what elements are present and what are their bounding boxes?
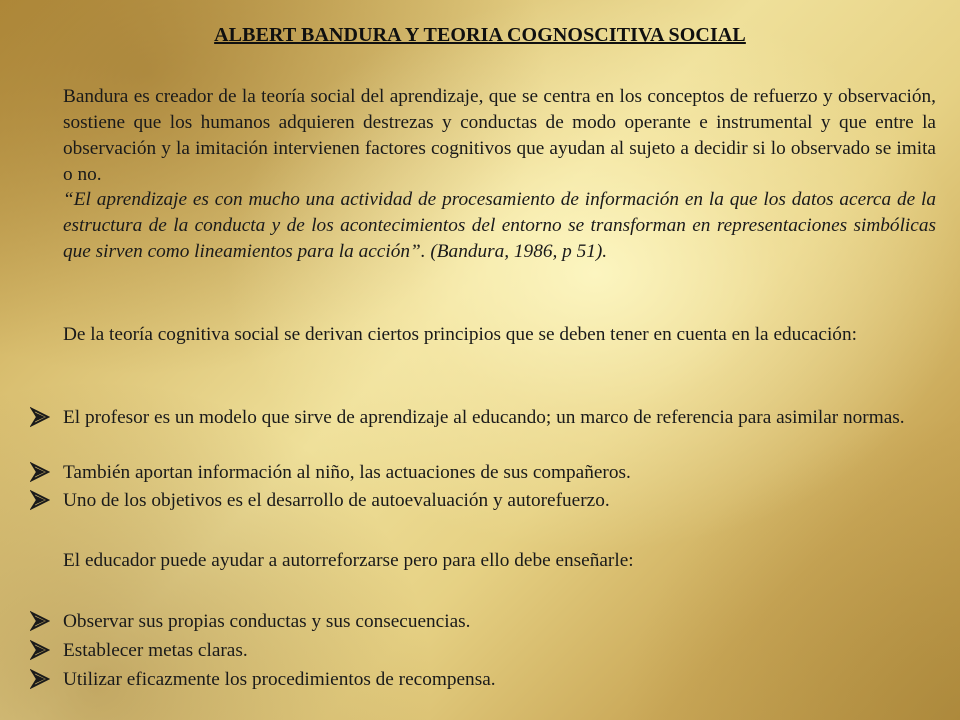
intro-paragraph: [63, 84, 936, 188]
educator-intro-paragraph: [63, 548, 936, 574]
slide-title: ALBERT BANDURA Y TEORIA COGNOSCITIVA SOCIAL: [214, 24, 746, 46]
arrow-bullet-icon: [30, 489, 50, 511]
intro-text: Bandura es creador de la teoría social del aprendizaje, que se centra en los conceptos de refuerzo y observación, sostiene que los humanos adquieren destrezas y conductas de modo operante e instrumental y que entre la observación y la imitación intervienen factores cognitivos que ayudan al sujeto a decidir si lo observado se imita o no.: [63, 86, 936, 185]
step-text: Utilizar eficazmente los procedimientos de recompensa.: [63, 669, 496, 690]
principles-intro-text: De la teoría cognitiva social se derivan ciertos principios que se deben tener en cuenta en la educación:: [63, 324, 857, 345]
arrow-bullet-icon: [30, 461, 50, 483]
principle-text: Uno de los objetivos es el desarrollo de autoevaluación y autorefuerzo.: [63, 490, 610, 511]
step-item: [30, 609, 936, 635]
arrow-bullet-icon: [30, 610, 50, 632]
principle-text: El profesor es un modelo que sirve de aprendizaje al educando; un marco de referencia para asimilar normas.: [63, 407, 905, 428]
quote-paragraph: [63, 187, 936, 265]
principle-item: [30, 405, 936, 431]
principle-text: También aportan información al niño, las actuaciones de sus compañeros.: [63, 462, 631, 483]
quote-text: “El aprendizaje es con mucho una actividad de procesamiento de información en la que los datos acerca de la estructura de la conducta y de los acontecimientos del entorno se transforman en representaciones simbólicas que sirven como lineamientos para la acción”. (Bandura, 1986, p 51).: [63, 189, 936, 262]
principles-intro-paragraph: [63, 322, 936, 348]
educator-intro-text: El educador puede ayudar a autorreforzarse pero para ello debe enseñarle:: [63, 550, 634, 571]
step-item: [30, 638, 936, 664]
arrow-bullet-icon: [30, 406, 50, 428]
principle-item: [30, 488, 936, 514]
step-text: Observar sus propias conductas y sus consecuencias.: [63, 611, 471, 632]
principle-item: [30, 460, 936, 486]
arrow-bullet-icon: [30, 639, 50, 661]
step-text: Establecer metas claras.: [63, 640, 248, 661]
arrow-bullet-icon: [30, 668, 50, 690]
step-item: [30, 667, 936, 693]
